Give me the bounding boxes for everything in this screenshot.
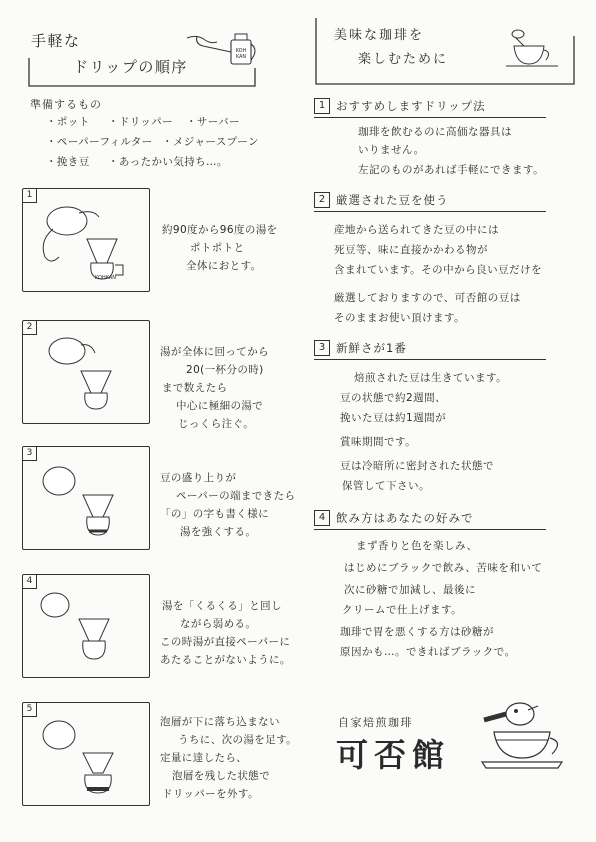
server-label: KOHKAN [95, 275, 117, 281]
section-number: 3 [314, 340, 330, 356]
left-header-frame [27, 28, 257, 88]
drip-pot-pouring-icon [23, 447, 149, 549]
prep-title: 準備するもの [30, 98, 102, 111]
section-underline [314, 211, 546, 212]
section-line: そのままお使い頂けます。 [334, 312, 466, 324]
drip-pot-icon [187, 26, 257, 68]
section-title: 厳選された豆を使う [336, 193, 449, 207]
step-illustration-3 [22, 446, 150, 550]
step-illustration-2 [22, 320, 150, 424]
right-title-line2: 楽しむために [358, 52, 449, 67]
section-line: 挽いた豆は約1週間が [340, 412, 447, 424]
section-line: はじめにブラックで飲み、苦味を和いて [344, 562, 543, 574]
cup-with-bird-icon [504, 28, 564, 72]
step-line: まで数えたら [162, 382, 228, 394]
section-line: 豆は冷暗所に密封された状態で [340, 460, 494, 472]
step-line: あたることがないように。 [160, 654, 291, 666]
prep-item: ・挽き豆 [46, 156, 90, 168]
section-line: 珈琲で胃を悪くする方は砂糖が [340, 626, 494, 638]
prep-item: ・サーバー [186, 116, 240, 128]
step-number: 3 [23, 447, 37, 461]
section-line: 賞味期間です。 [340, 436, 417, 448]
step-line: ポトポトと [190, 242, 245, 254]
section-heading-2 [314, 192, 449, 208]
drip-pot-pouring-icon [23, 575, 149, 677]
prep-item: ・メジャースプーン [162, 136, 259, 148]
step-illustration-4 [22, 574, 150, 678]
section-heading-4 [314, 510, 474, 526]
section-heading-3 [314, 340, 407, 356]
section-line: 珈琲を飲むるのに高価な器具は [358, 126, 512, 138]
section-line: 次に砂糖で加減し、最後に [344, 584, 476, 596]
section-heading-1 [314, 98, 486, 114]
section-line: 保管して下さい。 [342, 480, 430, 492]
left-title-line1: 手軽な [31, 32, 81, 50]
left-title-line2: ドリップの順序 [73, 58, 188, 76]
step-number: 5 [23, 703, 37, 717]
step-line: 定量に達したら、 [160, 752, 248, 764]
shop-tagline: 自家焙煎珈琲 [338, 716, 413, 729]
step-line: 豆の盛り上りが [160, 472, 237, 484]
step-illustration-5 [22, 702, 150, 806]
section-underline [314, 117, 546, 118]
section-line: 豆の状態で約2週間、 [340, 392, 447, 404]
section-line: 原因かも…。できればブラックで。 [340, 646, 516, 658]
right-title-line1: 美味な珈琲を [334, 28, 425, 43]
bird-on-coffee-cup-icon [472, 698, 568, 778]
pot-label: KOH KAN [235, 48, 247, 60]
section-number: 2 [314, 192, 330, 208]
step-line: 中心に極細の湯で [176, 400, 264, 412]
step-line: 全体におとす。 [186, 260, 262, 272]
step-line: 湯が全体に回ってから [160, 346, 269, 358]
step-number: 4 [23, 575, 37, 589]
step-line: 20(一杯分の時) [186, 364, 264, 376]
section-line: クリームで仕上げます。 [342, 604, 463, 616]
step-line: ドリッパーを外す。 [162, 788, 259, 800]
drip-pot-pouring-icon [23, 321, 149, 423]
step-line: 約90度から96度の湯を [162, 224, 278, 236]
step-line: 湯を「くるくる」と回し [162, 600, 282, 612]
shop-name-logo: 可否館 [336, 736, 451, 774]
section-title: 飲み方はあなたの好みで [336, 511, 474, 525]
step-line: 湯を強くする。 [180, 526, 257, 538]
prep-item: ・ドリッパー [108, 116, 173, 128]
section-title: 新鮮さが1番 [336, 341, 407, 355]
section-underline [314, 359, 546, 360]
step-line: 「の」の字も書く様に [160, 508, 269, 520]
step-illustration-1 [22, 188, 150, 292]
prep-item: ・ペーパーフィルター [46, 136, 153, 148]
section-line: 含まれています。その中から良い豆だけを [334, 264, 543, 276]
prep-item: ・あったかい気持ち…。 [108, 156, 228, 168]
section-line: 産地から送られてきた豆の中には [334, 224, 499, 236]
section-line: 厳選しておりますので、可否館の豆は [334, 292, 521, 304]
section-line: 焙煎された豆は生きています。 [354, 372, 508, 384]
step-number: 1 [23, 189, 37, 203]
section-line: 死豆等、味に直接かかわる物が [334, 244, 488, 256]
section-number: 1 [314, 98, 330, 114]
step-line: 泡層が下に落ち込まない [160, 716, 280, 728]
section-title: おすすめしますドリップ法 [336, 99, 486, 113]
section-line: いりません。 [358, 144, 425, 156]
drip-pot-pouring-icon [23, 703, 149, 805]
step-line: ながら弱める。 [180, 618, 257, 630]
section-underline [314, 529, 546, 530]
section-line: 左記のものがあれば手軽にできます。 [358, 164, 545, 176]
section-number: 4 [314, 510, 330, 526]
step-line: 泡層を残した状態で [172, 770, 271, 782]
right-header-frame [314, 16, 576, 86]
prep-item: ・ポット [46, 116, 90, 128]
step-line: うちに、次の湯を足す。 [178, 734, 298, 746]
step-line: この時湯が直接ペーパーに [160, 636, 291, 648]
step-line: じっくら注ぐ。 [178, 418, 255, 430]
drip-pot-pouring-icon [23, 189, 149, 291]
section-line: まず香りと色を楽しみ、 [356, 540, 478, 552]
step-number: 2 [23, 321, 37, 335]
step-line: ペーパーの端まできたら [176, 490, 296, 502]
